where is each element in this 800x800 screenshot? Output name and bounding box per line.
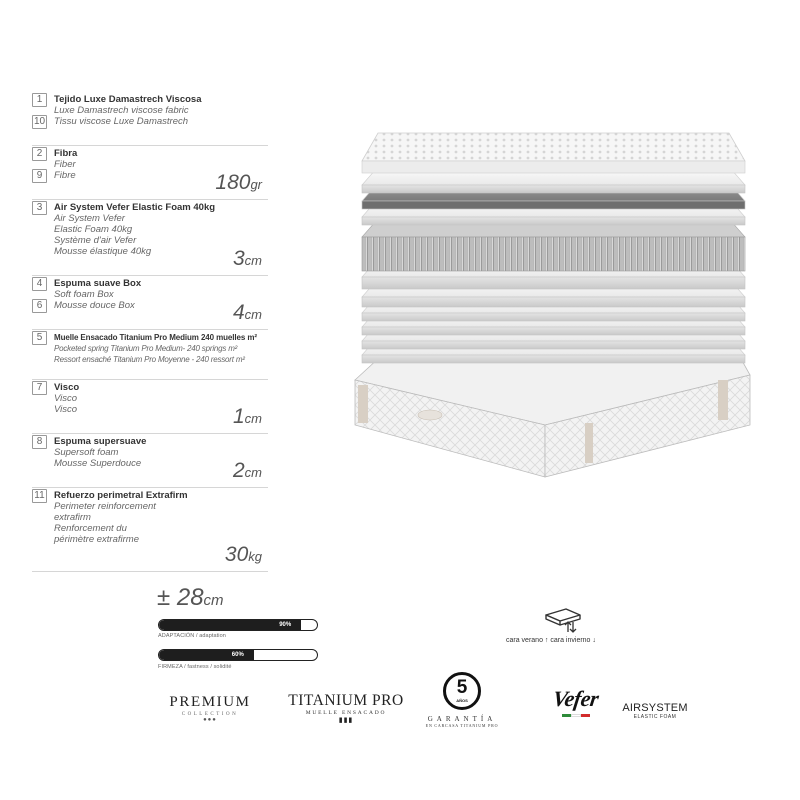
layer-description: Luxe Damastrech viscose fabric xyxy=(54,105,189,116)
layer-number-spacer xyxy=(32,353,47,367)
base-emblem xyxy=(418,410,442,420)
guarantee-badge xyxy=(443,672,481,710)
layer-number-spacer xyxy=(32,245,47,259)
foam-layer-6-edge xyxy=(362,327,745,335)
layer-measure-unit: kg xyxy=(248,549,262,564)
layer-description: Ressort ensaché Titanium Pro Moyenne - 240 ressort m² xyxy=(54,355,245,364)
quilted-top-edge xyxy=(362,161,745,173)
layer-title: Tejido Luxe Damastrech Viscosa xyxy=(54,94,202,105)
layer-measure xyxy=(233,302,262,326)
layer-title: Espuma supersuave xyxy=(54,436,147,447)
layer-measure xyxy=(233,460,262,484)
quilted-top xyxy=(362,133,745,161)
height-unit: cm xyxy=(203,592,224,609)
layer-description: Visco xyxy=(54,393,78,404)
layer-item xyxy=(32,488,268,572)
layer-title: Visco xyxy=(54,382,80,393)
layer-measure-unit: gr xyxy=(250,177,262,192)
layer-description: Mousse Superdouce xyxy=(54,458,142,469)
layer-description: Renforcement du xyxy=(54,523,127,534)
mattress-exploded-view xyxy=(340,125,760,495)
layer-measure xyxy=(225,544,262,568)
vefer-name: Vefer xyxy=(551,686,601,711)
layer-description: extrafirm xyxy=(54,512,91,523)
adaptation-bar xyxy=(158,619,318,631)
layer-item xyxy=(32,330,268,380)
titanium-name: TITANIUM PRO xyxy=(288,692,404,709)
firmness-bar xyxy=(158,649,318,661)
italian-flag-icon xyxy=(562,714,590,717)
premium-collection-logo xyxy=(162,694,258,723)
layer-description: Tissu viscose Luxe Damastrech xyxy=(54,116,189,127)
layer-number: 5 xyxy=(32,331,47,345)
summer-side: cara verano ↑ xyxy=(506,637,549,644)
airsystem-name: AIRSYSTEM xyxy=(622,702,688,714)
layer-description: Pocketed spring Titanium Pro Medium- 240 springs m² xyxy=(54,344,238,353)
layer-number: 4 xyxy=(32,277,47,291)
layer-title: Fibra xyxy=(54,148,78,159)
layer-measure-value: 1 xyxy=(232,405,245,428)
adaptation-caption: ADAPTACIÓN / adaptation xyxy=(158,633,226,639)
layer-number: 11 xyxy=(32,489,47,503)
layer-number-spacer xyxy=(32,533,47,547)
layer-description: Air System Vefer xyxy=(54,213,125,224)
layer-description: Système d'air Vefer xyxy=(54,235,137,246)
guarantee-logo xyxy=(424,672,500,728)
guarantee-sub: EN CARCASA TITANIUM PRO xyxy=(425,723,499,728)
firmness-caption: FIRMEZA / fastness / solidité xyxy=(158,664,232,670)
box-foam-layer-edge xyxy=(362,277,745,289)
layer-number: 6 xyxy=(32,299,47,313)
layer-number-spacer xyxy=(32,457,47,471)
layer-item xyxy=(32,92,268,146)
adaptation-percent: 90% xyxy=(279,622,292,628)
layer-description: Visco xyxy=(54,404,78,415)
layer-title: Refuerzo perimetral Extrafirm xyxy=(54,490,188,501)
layer-measure xyxy=(233,406,262,430)
height-prefix: ± xyxy=(157,584,177,611)
guarantee-years: AÑOS xyxy=(456,698,468,703)
layer-number: 1 xyxy=(32,93,47,107)
guarantee-word: GARANTÍA xyxy=(427,715,497,723)
layer-number: 3 xyxy=(32,201,47,215)
layer-measure-value: 180 xyxy=(215,171,251,194)
foam-layer-3-edge xyxy=(362,217,745,225)
layer-number: 2 xyxy=(32,147,47,161)
layer-item xyxy=(32,434,268,488)
premium-marks: ●●● xyxy=(203,717,217,723)
layer-number: 8 xyxy=(32,435,47,449)
layer-measure-value: 3 xyxy=(232,247,245,270)
titanium-pro-logo xyxy=(282,692,410,724)
layer-number: 9 xyxy=(32,169,47,183)
layer-item xyxy=(32,200,268,276)
layer-description: Soft foam Box xyxy=(54,289,114,300)
layer-measure-value: 30 xyxy=(224,543,249,566)
foam-layer-8-edge xyxy=(362,355,745,363)
layer-measure-value: 2 xyxy=(232,459,245,482)
layer-description: Perimeter reinforcement xyxy=(54,501,156,512)
layer-description: Fibre xyxy=(54,170,76,181)
layer-list xyxy=(32,92,268,572)
premium-sub: COLLECTION xyxy=(181,712,239,717)
layer-description: Mousse élastique 40kg xyxy=(54,246,152,257)
flip-mattress-icon xyxy=(540,605,584,635)
layer-measure xyxy=(215,172,262,196)
pocket-springs xyxy=(362,237,745,271)
foam-layer-4-edge xyxy=(362,297,745,307)
titanium-marks: ▮▮▮ xyxy=(338,717,354,724)
layer-number: 7 xyxy=(32,381,47,395)
layer-title: Air System Vefer Elastic Foam 40kg xyxy=(54,202,216,213)
layer-measure-unit: cm xyxy=(244,307,262,322)
mattress-height xyxy=(157,584,224,612)
airsystem-sub: ELASTIC FOAM xyxy=(633,714,677,720)
height-value: 28 xyxy=(176,584,204,611)
base-handle-front xyxy=(585,423,593,463)
firmness-percent: 60% xyxy=(231,652,244,658)
layer-measure xyxy=(233,248,262,272)
layer-measure-unit: cm xyxy=(244,465,262,480)
winter-side: cara invierno ↓ xyxy=(550,637,596,644)
base-handle-left xyxy=(358,385,368,423)
layer-description: périmètre extrafirme xyxy=(54,534,139,545)
mattress-sides xyxy=(506,637,596,644)
guarantee-number: 5 xyxy=(456,677,468,698)
air-system-layer-edge xyxy=(362,201,745,209)
foam-layer-7-edge xyxy=(362,341,745,349)
base-handle-right xyxy=(718,380,728,420)
layer-measure-value: 4 xyxy=(232,301,245,324)
layer-description: Fiber xyxy=(54,159,76,170)
titanium-sub: MUELLE ENSACADO xyxy=(305,710,387,716)
layer-item xyxy=(32,380,268,434)
foam-layer-5-edge xyxy=(362,313,745,321)
layer-item xyxy=(32,276,268,330)
layer-title: Muelle Ensacado Titanium Pro Medium 240 muelles m² xyxy=(54,333,257,342)
layer-number: 10 xyxy=(33,116,46,127)
fiber-layer-edge xyxy=(362,185,745,193)
layer-measure-unit: cm xyxy=(244,411,262,426)
premium-name: PREMIUM xyxy=(169,694,251,710)
layer-description: Elastic Foam 40kg xyxy=(54,224,133,235)
layer-number-spacer xyxy=(32,403,47,417)
layer-description: Supersoft foam xyxy=(54,447,119,458)
layer-item xyxy=(32,146,268,200)
vefer-logo xyxy=(543,686,609,717)
layer-title: Espuma suave Box xyxy=(54,278,142,289)
layer-measure-unit: cm xyxy=(244,253,262,268)
airsystem-logo xyxy=(619,702,691,720)
layer-description: Mousse douce Box xyxy=(54,300,135,311)
